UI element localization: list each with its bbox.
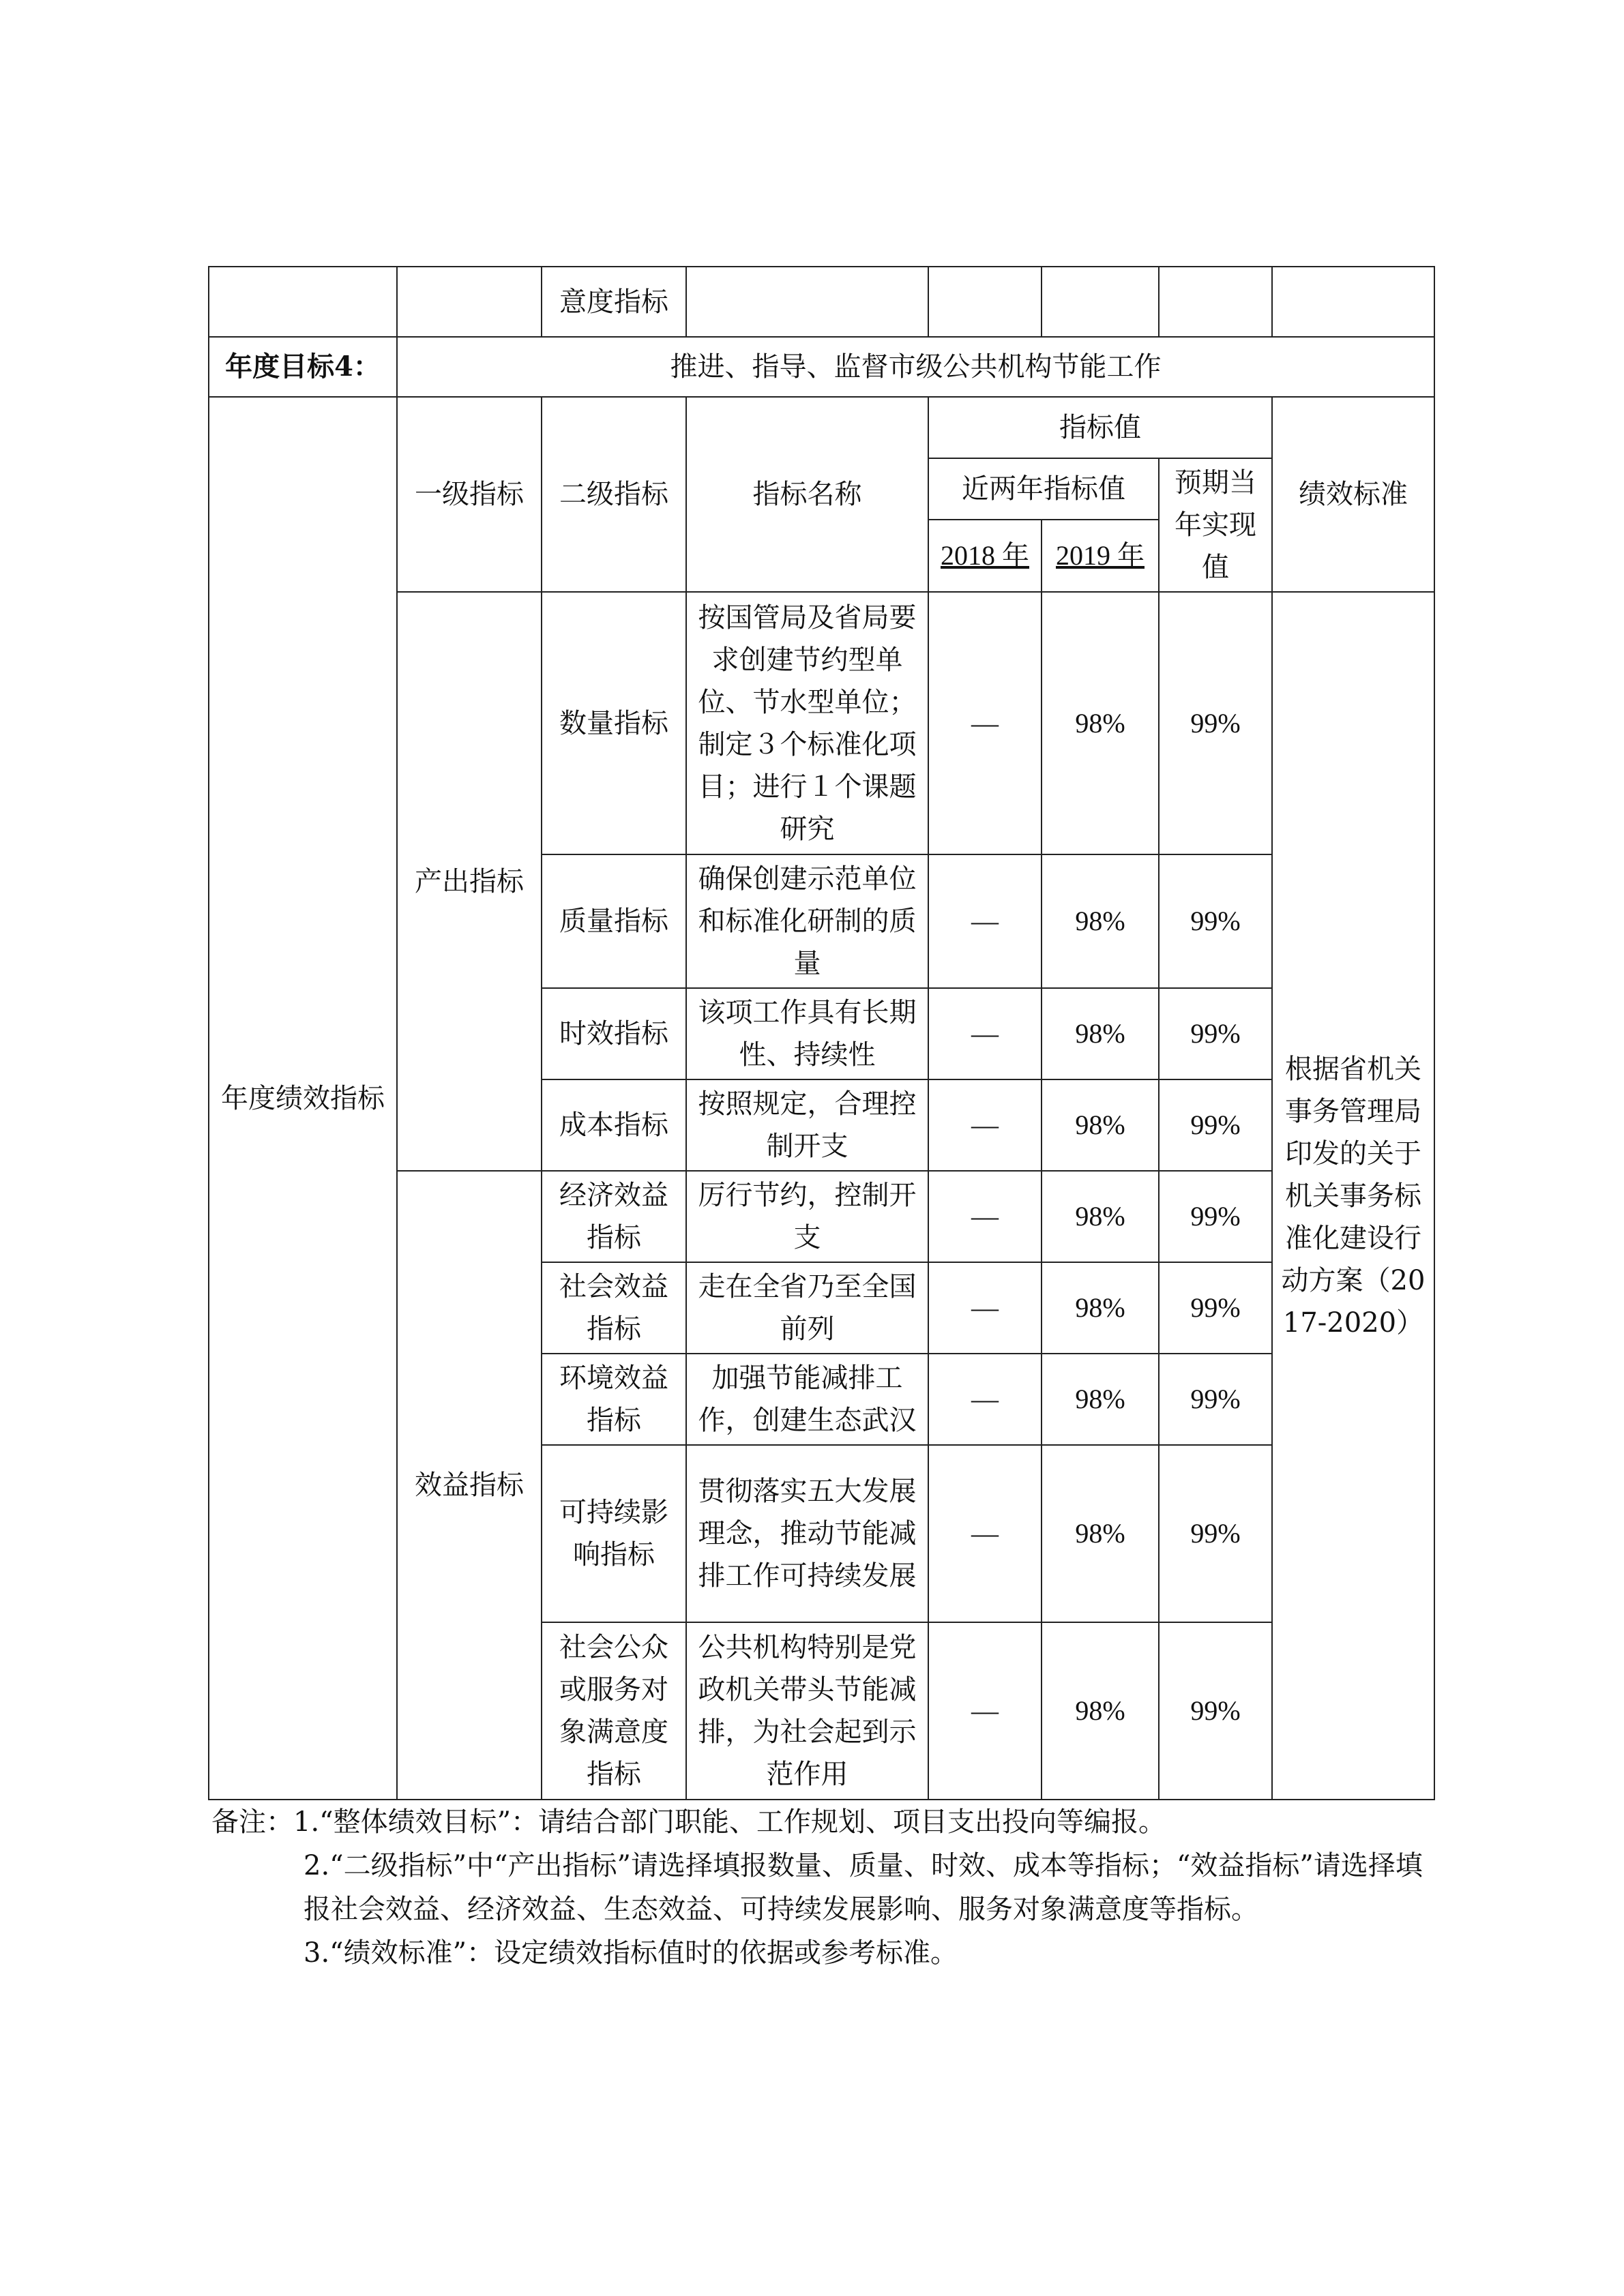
row-2018: — — [928, 1354, 1042, 1445]
row-level2: 社会效益指标 — [542, 1262, 686, 1354]
row-name: 按国管局及省局要求创建节约型单位、节水型单位；制定３个标准化项目；进行１个课题研究 — [686, 592, 928, 854]
note-1: 备注：1.“整体绩效目标”：请结合部门职能、工作规划、项目支出投向等编报。 — [211, 1806, 1166, 1838]
row-2019: 98% — [1042, 854, 1159, 988]
row-level2: 时效指标 — [542, 988, 686, 1079]
header-recent: 近两年指标值 — [928, 458, 1159, 520]
goal-text: 推进、指导、监督市级公共机构节能工作 — [397, 337, 1434, 397]
row-level2: 社会公众或服务对象满意度指标 — [542, 1622, 686, 1800]
row-level2: 经济效益指标 — [542, 1171, 686, 1262]
row-name: 厉行节约，控制开支 — [686, 1171, 928, 1262]
row-level2: 环境效益指标 — [542, 1354, 686, 1445]
header-name: 指标名称 — [686, 397, 928, 592]
row-name: 走在全省乃至全国前列 — [686, 1262, 928, 1354]
row-level2: 成本指标 — [542, 1079, 686, 1171]
top-row-label: 意度指标 — [542, 267, 686, 337]
header-standard: 绩效标准 — [1272, 397, 1434, 592]
row-name: 公共机构特别是党政机关带头节能减排，为社会起到示范作用 — [686, 1622, 928, 1800]
performance-table — [208, 266, 1435, 1800]
header-expected: 预期当年实现值 — [1159, 458, 1272, 592]
group-output: 产出指标 — [397, 592, 542, 1171]
row-2018: — — [928, 988, 1042, 1079]
row-2018: — — [928, 592, 1042, 854]
row-2018: — — [928, 1445, 1042, 1622]
row-expected: 99% — [1159, 1171, 1272, 1262]
row-2019: 98% — [1042, 988, 1159, 1079]
row-2019: 98% — [1042, 1079, 1159, 1171]
row-level2: 质量指标 — [542, 854, 686, 988]
top-partial-row — [209, 267, 1434, 337]
group-benefit: 效益指标 — [397, 1171, 542, 1800]
row-2019: 98% — [1042, 1445, 1159, 1622]
section-label: 年度绩效指标 — [209, 397, 397, 1800]
row-2019: 98% — [1042, 1354, 1159, 1445]
row-2018: — — [928, 1262, 1042, 1354]
row-expected: 99% — [1159, 1079, 1272, 1171]
goal-label: 年度目标4： — [209, 337, 397, 397]
row-2018: — — [928, 854, 1042, 988]
row-2019: 98% — [1042, 1262, 1159, 1354]
standard-text: 根据省机关事务管理局印发的关于机关事务标准化建设行动方案（2017-2020） — [1272, 592, 1434, 1800]
header-year-2018: 2018 年 — [928, 520, 1042, 592]
row-expected: 99% — [1159, 1622, 1272, 1800]
row-expected: 99% — [1159, 854, 1272, 988]
row-expected: 99% — [1159, 988, 1272, 1079]
note-2: 2.“二级指标”中“产出指标”请选择填报数量、质量、时效、成本等指标；“效益指标”请选择填报社会效益、经济效益、生态效益、可持续发展影响、服务对象满意度等指标。 — [304, 1850, 1423, 1925]
row-level2: 数量指标 — [542, 592, 686, 854]
header-row-1 — [209, 397, 1434, 458]
row-2019: 98% — [1042, 1171, 1159, 1262]
header-level1: 一级指标 — [397, 397, 542, 592]
row-2019: 98% — [1042, 592, 1159, 854]
header-level2: 二级指标 — [542, 397, 686, 592]
header-year-2019: 2019 年 — [1042, 520, 1159, 592]
row-2018: — — [928, 1622, 1042, 1800]
row-name: 加强节能减排工作，创建生态武汉 — [686, 1354, 928, 1445]
row-2018: — — [928, 1171, 1042, 1262]
row-level2: 可持续影响指标 — [542, 1445, 686, 1622]
row-2018: — — [928, 1079, 1042, 1171]
row-name: 确保创建示范单位和标准化研制的质量 — [686, 854, 928, 988]
row-2019: 98% — [1042, 1622, 1159, 1800]
note-3: 3.“绩效标准”：设定绩效指标值时的依据或参考标准。 — [304, 1937, 958, 1969]
row-expected: 99% — [1159, 1262, 1272, 1354]
goal-row — [209, 337, 1434, 397]
header-value-group: 指标值 — [928, 397, 1272, 458]
footnotes — [211, 1800, 1432, 1975]
row-name: 按照规定，合理控制开支 — [686, 1079, 928, 1171]
row-name: 该项工作具有长期性、持续性 — [686, 988, 928, 1079]
row-expected: 99% — [1159, 592, 1272, 854]
row-name: 贯彻落实五大发展理念，推动节能减排工作可持续发展 — [686, 1445, 928, 1622]
row-expected: 99% — [1159, 1354, 1272, 1445]
row-expected: 99% — [1159, 1445, 1272, 1622]
